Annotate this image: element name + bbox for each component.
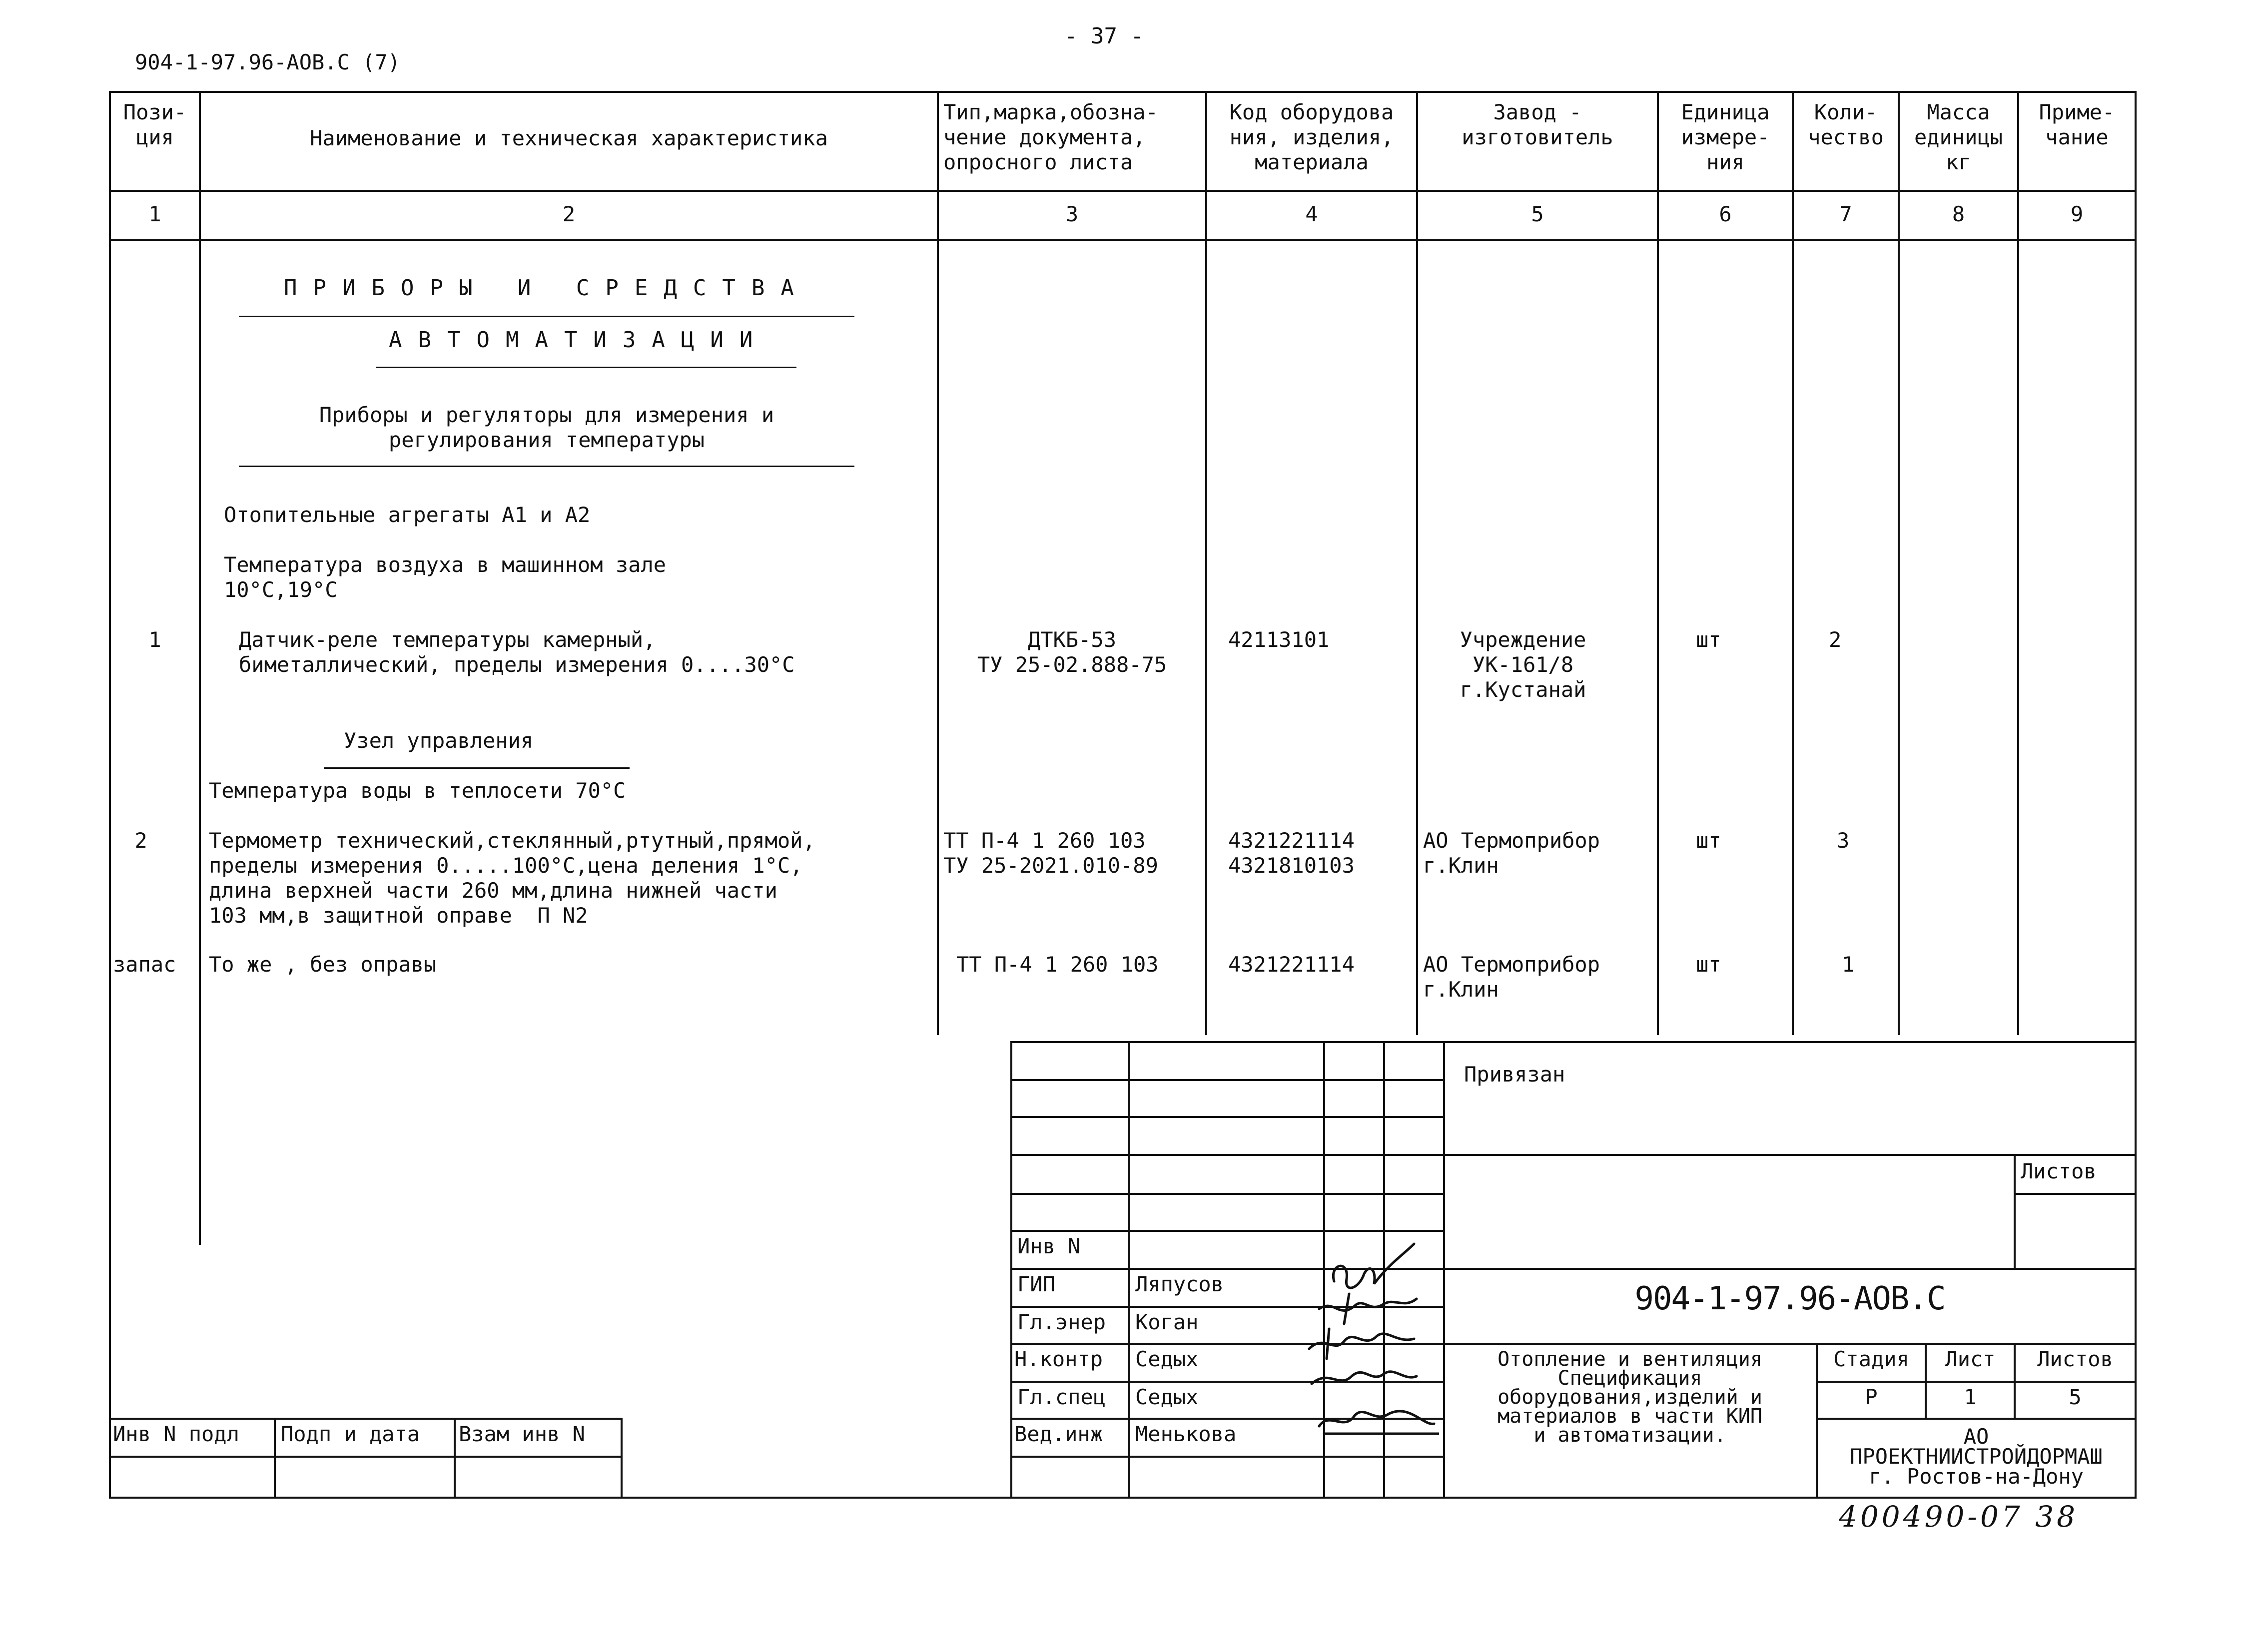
col-number-6: 6: [1719, 202, 1732, 226]
privyazan-label: Привязан: [1464, 1062, 1565, 1087]
row-3-maker: АО Термоприбор г.Клин: [1423, 952, 1600, 1002]
section-title-1: ПРИБОРЫ И СРЕДСТВА: [284, 275, 810, 301]
row-2-name: Термометр технический,стеклянный,ртутный,прямой, пределы измерения 0.....100°С,цена деления 1°С, длина верхней части 260 мм,длина нижней части 103 мм,в защитной оправе П N2: [209, 828, 815, 928]
row-1-name: Датчик-реле температуры камерный, биметаллический, пределы измерения 0....30°С: [239, 627, 795, 677]
role-4: Гл.спец: [1017, 1385, 1106, 1409]
col-number-2: 2: [562, 202, 576, 226]
row-3-name: То же , без оправы: [209, 952, 437, 977]
col-number-3: 3: [1065, 202, 1079, 226]
name-4: Седых: [1135, 1385, 1199, 1409]
header-mass: Масса единицы кг: [1914, 100, 2003, 174]
left-stamp-label-2: Подп и дата: [281, 1422, 420, 1446]
section-title-2: АВТОМАТИЗАЦИИ: [389, 327, 769, 353]
row-3-type: ТТ П-4 1 260 103: [956, 952, 1159, 977]
document-code: 904-1-97.96-АОВ.С: [1634, 1280, 1945, 1317]
sheets-label: Листов: [2037, 1347, 2113, 1371]
row-1-unit: шт: [1696, 627, 1721, 652]
header-position: Пози- ция: [123, 100, 187, 149]
name-1: Ляпусов: [1135, 1272, 1224, 1296]
header-quantity: Коли- чество: [1808, 100, 1884, 149]
section-title-2-underline: [376, 367, 796, 368]
row-1-quantity: 2: [1829, 627, 1842, 652]
group-2-title-underline: [324, 767, 630, 769]
row-1-type: ДТКБ-53 ТУ 25-02.888-75: [977, 627, 1167, 677]
row-1-maker: Учреждение УК-161/8 г.Кустанай: [1460, 627, 1586, 702]
name-3: Седых: [1135, 1347, 1199, 1371]
stage-label: Стадия: [1833, 1347, 1909, 1371]
sheet-value: 1: [1964, 1385, 1977, 1409]
row-2-quantity: 3: [1837, 828, 1850, 853]
row-3-code: 4321221114: [1228, 952, 1355, 977]
col-number-1: 1: [148, 202, 161, 226]
header-code: Код оборудова ния, изделия, материала: [1229, 100, 1394, 174]
role-2: Гл.энер: [1017, 1310, 1106, 1334]
row-2-unit: шт: [1696, 828, 1721, 853]
role-5: Вед.инж: [1014, 1422, 1103, 1446]
row-3-unit: шт: [1696, 952, 1721, 977]
document-code-top: 904-1-97.96-АОВ.С (7): [135, 50, 401, 74]
row-3-quantity: 1: [1842, 952, 1855, 977]
left-stamp-label-1: Инв N подл: [113, 1422, 239, 1446]
stage-value: Р: [1865, 1385, 1878, 1409]
header-name: Наименование и техническая характеристика: [310, 126, 828, 150]
sheets-value: 5: [2069, 1385, 2082, 1409]
row-2-code: 4321221114 4321810103: [1228, 828, 1355, 878]
subsection-title-underline: [239, 466, 854, 467]
name-5: Менькова: [1135, 1422, 1237, 1446]
row-2-position: 2: [134, 828, 147, 853]
signatures: [1289, 1234, 1439, 1469]
col-number-5: 5: [1531, 202, 1544, 226]
role-3: Н.контр: [1014, 1347, 1103, 1371]
row-1-position: 1: [148, 627, 161, 652]
name-2: Коган: [1135, 1310, 1199, 1334]
header-type: Тип,марка,обозна- чение документа, опросного листа: [943, 100, 1158, 174]
header-maker: Завод - изготовитель: [1462, 100, 1613, 149]
page-number: - 37 -: [1064, 23, 1144, 49]
col-number-8: 8: [1952, 202, 1965, 226]
header-unit: Единица измере- ния: [1681, 100, 1770, 174]
condition-1: Температура воздуха в машинном зале 10°С,19°С: [224, 552, 667, 602]
row-1-code: 42113101: [1228, 627, 1330, 652]
role-1: ГИП: [1017, 1272, 1055, 1296]
sheets-label-top: Листов: [2021, 1159, 2097, 1183]
row-3-position: запас: [113, 952, 176, 977]
row-2-type: ТТ П-4 1 260 103 ТУ 25-2021.010-89: [943, 828, 1158, 878]
col-number-9: 9: [2070, 202, 2084, 226]
inventory-number-label: Инв N: [1017, 1234, 1081, 1258]
row-2-maker: АО Термоприбор г.Клин: [1423, 828, 1600, 878]
condition-2: Температура воды в теплосети 70°С: [209, 778, 626, 803]
sheet-label: Лист: [1945, 1347, 1996, 1371]
section-title-1-underline: [239, 316, 854, 317]
subsection-title: Приборы и регуляторы для измерения и регулирования температуры: [319, 403, 774, 452]
col-number-7: 7: [1839, 202, 1852, 226]
organization: АО ПРОЕКТНИИСТРОЙДОРМАШ г. Ростов-на-Дону: [1850, 1424, 2103, 1489]
bottom-handwritten-note: 400490-07 38: [1839, 1500, 2079, 1534]
group-2-title: Узел управления: [344, 728, 534, 753]
left-stamp-label-3: Взам инв N: [459, 1422, 585, 1446]
group-1-title: Отопительные агрегаты А1 и А2: [224, 503, 591, 527]
header-note: Приме- чание: [2039, 100, 2115, 149]
col-number-4: 4: [1305, 202, 1318, 226]
document-description: Отопление и вентиляция Спецификация оборудования,изделий и материалов в части КИП и автоматизации.: [1497, 1348, 1762, 1447]
